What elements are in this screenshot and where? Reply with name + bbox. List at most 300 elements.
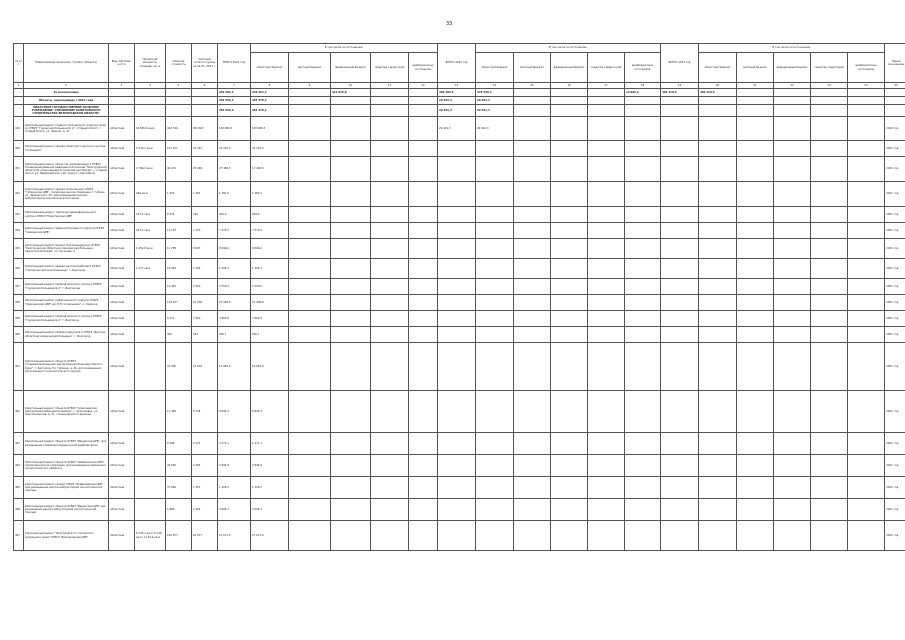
cell-col3	[109, 89, 135, 97]
column-number: 19	[661, 83, 699, 89]
row-number: 465	[14, 477, 24, 499]
cell-col23	[811, 141, 848, 157]
cell-col15	[514, 259, 551, 279]
cell-col16	[551, 295, 588, 311]
cell-col15	[514, 157, 551, 182]
cell-col9	[289, 259, 331, 279]
estimated-cost: 37 806	[166, 477, 192, 499]
cell-col11	[371, 343, 409, 391]
ownership-type: областная	[109, 343, 135, 391]
cell-col22	[774, 117, 811, 141]
row-number: 462	[14, 391, 24, 433]
cell-col23	[811, 521, 848, 551]
estimated-cost: 47 936	[166, 343, 192, 391]
object-name: Капитальный ремонт административного корпуса ОГБУЗ "Чернянская ЦРБ"	[24, 223, 109, 239]
column-number: 12	[409, 83, 438, 89]
cell-col9	[289, 455, 331, 477]
cell-col21	[737, 477, 774, 499]
cell-col24	[848, 97, 885, 105]
ownership-type: областная	[109, 327, 135, 343]
cell-col20	[699, 311, 737, 327]
table-row	[14, 477, 905, 499]
cell-col10	[331, 455, 371, 477]
cell-col24	[848, 223, 885, 239]
object-name: Капитальный ремонт здания поликлиники ОГБУЗ "Губкинская ЦРБ", поликлиническое отделение г. Губкин, ул. Чайковского, 25, для размещения центра амбулаторной онкологической помощи	[24, 182, 109, 207]
h-col13: ВСЕГО 2022 год	[438, 44, 476, 83]
cell-col10	[331, 391, 371, 433]
h-col23: средства территорий	[811, 53, 848, 83]
cell-col10	[331, 477, 371, 499]
remaining-cost: 8 097	[192, 239, 218, 259]
object-name: Капитальный ремонт здания областного детского центра "Солнышко"	[24, 141, 109, 157]
cell-col11	[371, 311, 409, 327]
h-col8: областной бюджет	[251, 53, 289, 83]
ownership-type: областная	[109, 499, 135, 521]
column-number: 24	[848, 83, 885, 89]
cell-col21	[737, 521, 774, 551]
cell-col24	[848, 477, 885, 499]
cell-col18	[625, 105, 661, 117]
remaining-cost: 8 145	[192, 391, 218, 433]
cell-col15	[514, 391, 551, 433]
h-group-2021: В том числе по источникам:	[251, 44, 438, 53]
row-number: 460	[14, 327, 24, 343]
estimated-cost: 8 568	[166, 433, 192, 455]
cell-col11	[371, 97, 409, 105]
estimated-cost: 149 437	[166, 295, 192, 311]
h-col18: внебюджетных источников	[625, 53, 661, 83]
cell-col9	[289, 391, 331, 433]
completion-period: 2021 год	[885, 279, 905, 295]
cell-col8: 8 096,6	[251, 239, 289, 259]
cell-col17	[588, 455, 625, 477]
completion-period: 2021 год	[885, 311, 905, 327]
cell-col20	[699, 141, 737, 157]
cell-col10	[331, 157, 371, 182]
cell-col20	[699, 521, 737, 551]
cell-col13	[438, 311, 476, 327]
cell-col18	[625, 223, 661, 239]
cell-col25	[885, 97, 905, 105]
cell-col4	[135, 105, 166, 117]
cell-col11	[371, 455, 409, 477]
cell-col20	[699, 499, 737, 521]
completion-period: 2021 год	[885, 239, 905, 259]
column-number: 20	[699, 83, 737, 89]
completion-period: 2021 год	[885, 182, 905, 207]
cell-col10	[331, 207, 371, 223]
column-number: 23	[811, 83, 848, 89]
capacity: 8 745,3 кв.м; 8 728 кв.м; 1 124,4 кв.м	[135, 521, 166, 551]
cell-col13: 29 491,3	[438, 105, 476, 117]
cell-col20	[699, 343, 737, 391]
ownership-type: областная	[109, 207, 135, 223]
h-col17: средства террито-рий	[588, 53, 625, 83]
completion-period: 2021 год	[885, 157, 905, 182]
cell-col11	[371, 223, 409, 239]
row-number: 458	[14, 295, 24, 311]
remaining-cost: 34 407	[192, 141, 218, 157]
capacity: 1 277 кв.м	[135, 259, 166, 279]
cell-col5	[166, 97, 192, 105]
cell-col18	[625, 207, 661, 223]
cell-col17	[588, 207, 625, 223]
table-row	[14, 259, 905, 279]
cell-col9	[289, 105, 331, 117]
cell-col24	[848, 391, 885, 433]
cell-col19	[661, 97, 699, 105]
cell-col17	[588, 327, 625, 343]
cell-col7: 2 271,1	[218, 433, 251, 455]
completion-period: 2021 год	[885, 259, 905, 279]
cell-col7: 464 556,2	[218, 97, 251, 105]
cell-col20	[699, 295, 737, 311]
cell-col15	[514, 207, 551, 223]
estimated-cost: 10 903	[166, 259, 192, 279]
cell-col9	[289, 477, 331, 499]
cell-col17	[588, 157, 625, 182]
remaining-cost: 302 663	[192, 117, 218, 141]
cell-col12	[409, 295, 438, 311]
object-name: Капитальный ремонт здания под процедурную ОГБУЗ "Белгородская областная клиническая больница Святителя Иоасафа" ул. Пугачева, 5	[24, 239, 109, 259]
cell-col24	[848, 259, 885, 279]
cell-col10	[331, 223, 371, 239]
cell-col7: 3 004,3	[218, 499, 251, 521]
cell-col22	[774, 477, 811, 499]
cell-col20	[699, 259, 737, 279]
cell-col19	[661, 207, 699, 223]
cell-col16	[551, 157, 588, 182]
capacity	[135, 433, 166, 455]
cell-col7: 2 550,0	[218, 279, 251, 295]
cell-col3	[109, 105, 135, 117]
cell-col13	[438, 141, 476, 157]
cell-col14: 478 440,4	[476, 89, 514, 97]
cell-col7: 7 862,8	[218, 311, 251, 327]
ownership-type: областная	[109, 239, 135, 259]
cell-col7: 8 845,4	[218, 391, 251, 433]
h-col24: внебюджетных источников	[848, 53, 885, 83]
cell-col13	[438, 207, 476, 223]
cell-col8: 464 378,2	[251, 105, 289, 117]
cell-col21	[737, 207, 774, 223]
cell-col16	[551, 207, 588, 223]
cell-col4	[135, 97, 166, 105]
cell-col14: 29 491,3	[476, 105, 514, 117]
cell-col21	[737, 117, 774, 141]
cell-col11	[371, 279, 409, 295]
object-name: Капитальный ремонт "Белгородского городского родильного дома" ОГБУЗ "Белгородская ЦРБ"	[24, 521, 109, 551]
cell-col20	[699, 207, 737, 223]
cell-col9	[289, 223, 331, 239]
table-row	[14, 223, 905, 239]
cell-col7: 27 071,0	[218, 521, 251, 551]
cell-col15	[514, 279, 551, 295]
column-number: 2	[24, 83, 109, 89]
cell-col21	[737, 295, 774, 311]
cell-col23	[811, 239, 848, 259]
capacity	[135, 295, 166, 311]
remaining-cost: 1 327	[192, 477, 218, 499]
cell-col19	[661, 455, 699, 477]
cell-col8: 27 308,8	[251, 295, 289, 311]
cell-col7: 394,0	[218, 207, 251, 223]
estimated-cost: 10 425	[166, 279, 192, 295]
cell-col12	[409, 311, 438, 327]
cell-col12	[409, 455, 438, 477]
row-number: 459	[14, 311, 24, 327]
h-group-2023: В том числе по источникам:	[699, 44, 885, 53]
remaining-cost: 2 482	[192, 455, 218, 477]
capacity	[135, 391, 166, 433]
cell-col23	[811, 391, 848, 433]
column-number: 8	[251, 83, 289, 89]
estimated-cost: 9 713	[166, 311, 192, 327]
estimated-cost: 107 671	[166, 141, 192, 157]
cell-col14	[476, 327, 514, 343]
h-col10: федеральный бюджет	[331, 53, 371, 83]
cell-col21	[737, 391, 774, 433]
cell-col15	[514, 433, 551, 455]
cell-col19	[661, 141, 699, 157]
column-number: 21	[737, 83, 774, 89]
estimated-cost: 5 866	[166, 499, 192, 521]
cell-col23	[811, 97, 848, 105]
cell-col16	[551, 97, 588, 105]
cell-col24	[848, 311, 885, 327]
cell-col16	[551, 279, 588, 295]
column-number: 16	[551, 83, 588, 89]
cell-col23	[811, 279, 848, 295]
remaining-cost: 12 639	[192, 343, 218, 391]
cell-col10	[331, 499, 371, 521]
column-number: 14	[476, 83, 514, 89]
cell-col14	[476, 141, 514, 157]
cell-col13	[438, 391, 476, 433]
ownership-type: областная	[109, 311, 135, 327]
capacity: 434,2 кв.м	[135, 223, 166, 239]
cell-col17	[588, 433, 625, 455]
capacity	[135, 499, 166, 521]
summary-row	[14, 89, 905, 97]
ownership-type: областная	[109, 295, 135, 311]
row-number	[14, 89, 24, 97]
cell-col16	[551, 223, 588, 239]
cell-col10	[331, 433, 371, 455]
cell-col11	[371, 391, 409, 433]
capacity	[135, 311, 166, 327]
column-number: 11	[371, 83, 409, 89]
cell-col23	[811, 105, 848, 117]
cell-col15	[514, 343, 551, 391]
cell-col15	[514, 327, 551, 343]
row-number: 456	[14, 259, 24, 279]
cell-col17	[588, 311, 625, 327]
h-col20: областной бюджет	[699, 53, 737, 83]
cell-col11	[371, 259, 409, 279]
cell-col20	[699, 239, 737, 259]
cell-col12	[409, 141, 438, 157]
row-number: 454	[14, 223, 24, 239]
cell-col22	[774, 279, 811, 295]
cell-col15	[514, 239, 551, 259]
cell-col20	[699, 477, 737, 499]
cell-col21	[737, 259, 774, 279]
column-number: 13	[438, 83, 476, 89]
cell-col22	[774, 391, 811, 433]
object-name: Капитальный ремонт объекта ОГБУЗ "Ивнянская ЦРБ" для размещения центра амбулаторной онкологической помощи	[24, 499, 109, 521]
row-number	[14, 105, 24, 117]
cell-col18	[625, 521, 661, 551]
cell-col12	[409, 157, 438, 182]
cell-col8: 3 004,3	[251, 499, 289, 521]
completion-period: 2021 год	[885, 295, 905, 311]
cell-col19	[661, 279, 699, 295]
cell-col18	[625, 182, 661, 207]
cell-col23	[811, 117, 848, 141]
capacity	[135, 455, 166, 477]
cell-col23	[811, 343, 848, 391]
cell-col20	[699, 455, 737, 477]
object-name: Капитальный ремонт кровли ОГБУЗ "Вейделевская ЦРБ" для размещения центра амбулаторной онкологической помощи	[24, 477, 109, 499]
cell-col17	[588, 295, 625, 311]
cell-col15	[514, 499, 551, 521]
cell-col24	[848, 499, 885, 521]
cell-col13	[438, 279, 476, 295]
cell-col21	[737, 157, 774, 182]
cell-col12	[409, 391, 438, 433]
cell-col20	[699, 433, 737, 455]
cell-col19	[661, 117, 699, 141]
budget-table	[13, 43, 905, 551]
table-row	[14, 182, 905, 207]
cell-col16	[551, 105, 588, 117]
cell-col13	[438, 327, 476, 343]
cell-col11	[371, 327, 409, 343]
cell-col13: 29 491,3	[438, 97, 476, 105]
cell-col24	[848, 327, 885, 343]
cell-col21	[737, 455, 774, 477]
cell-col10	[331, 295, 371, 311]
cell-col14	[476, 391, 514, 433]
cell-col14	[476, 207, 514, 223]
cell-col21	[737, 311, 774, 327]
cell-col9	[289, 207, 331, 223]
cell-col17	[588, 279, 625, 295]
cell-col13	[438, 521, 476, 551]
cell-col12	[409, 343, 438, 391]
cell-col19	[661, 105, 699, 117]
cell-col23	[811, 433, 848, 455]
cell-col22	[774, 157, 811, 182]
table-row	[14, 279, 905, 295]
summary-row	[14, 97, 905, 105]
column-number: 10	[331, 83, 371, 89]
column-number: 18	[625, 83, 661, 89]
cell-col11	[371, 157, 409, 182]
cell-col20	[699, 223, 737, 239]
cell-col17	[588, 105, 625, 117]
cell-col4	[135, 89, 166, 97]
cell-col12	[409, 223, 438, 239]
cell-col7: 464 556,2	[218, 105, 251, 117]
cell-col11	[371, 521, 409, 551]
cell-col22	[774, 455, 811, 477]
cell-col22	[774, 343, 811, 391]
cell-col12	[409, 279, 438, 295]
cell-col19	[661, 391, 699, 433]
cell-col18	[625, 117, 661, 141]
h-col25: Перед окончанием	[885, 44, 905, 83]
capacity	[135, 343, 166, 391]
cell-col8: 346,7	[251, 327, 289, 343]
cell-col21	[737, 279, 774, 295]
completion-period: 2021 год	[885, 223, 905, 239]
completion-period: 2021 год	[885, 391, 905, 433]
object-name: Капитальный ремонт объектов, размещенных в ОГБУЗ специализированной медицинской помощи "Белгородский областной кожно-венерологический диспансер", г. Старый Оскол, ул. Первомайская, 100, корпус с бассейном	[24, 157, 109, 182]
table-row	[14, 157, 905, 182]
cell-col14	[476, 455, 514, 477]
cell-col7: 1 326,5	[218, 477, 251, 499]
cell-col9	[289, 499, 331, 521]
cell-col24	[848, 295, 885, 311]
ownership-type: областная	[109, 157, 135, 182]
cell-col15	[514, 117, 551, 141]
cell-col11	[371, 141, 409, 157]
ownership-type: областная	[109, 259, 135, 279]
cell-col11	[371, 89, 409, 97]
cell-col5	[166, 89, 192, 97]
cell-col20: 362 419,5	[699, 89, 737, 97]
cell-col23	[811, 295, 848, 311]
summary-row	[14, 105, 905, 117]
cell-col23	[811, 89, 848, 97]
cell-col24	[848, 279, 885, 295]
h-col7: ВСЕГО 2021 год	[218, 44, 251, 83]
cell-col23	[811, 207, 848, 223]
cell-col24	[848, 105, 885, 117]
table-row	[14, 327, 905, 343]
cell-col21	[737, 141, 774, 157]
cell-col9	[289, 521, 331, 551]
cell-col13	[438, 259, 476, 279]
capacity	[135, 279, 166, 295]
cell-col25	[885, 89, 905, 97]
completion-period: 2021 год	[885, 499, 905, 521]
remaining-cost: 61 077	[192, 521, 218, 551]
h-col19: ВСЕГО 2023 год	[661, 44, 699, 83]
completion-period: 2021 год	[885, 477, 905, 499]
object-name: Капитальный ремонт кровли корпуса № 2 ОГБУЗ "Детская областная клиническая больница", г. Белгород	[24, 327, 109, 343]
ownership-type: областная	[109, 455, 135, 477]
cell-col22	[774, 433, 811, 455]
cell-col11	[371, 433, 409, 455]
cell-col11	[371, 207, 409, 223]
cell-col19	[661, 327, 699, 343]
cell-col20	[699, 327, 737, 343]
cell-col24	[848, 117, 885, 141]
table-row	[14, 141, 905, 157]
cell-col15	[514, 521, 551, 551]
remaining-cost: 1 481	[192, 182, 218, 207]
cell-col22	[774, 239, 811, 259]
cell-col13	[438, 239, 476, 259]
cell-col13	[438, 455, 476, 477]
cell-col14	[476, 223, 514, 239]
cell-col7: 27 308,8	[218, 295, 251, 311]
cell-col17	[588, 223, 625, 239]
cell-col22	[774, 207, 811, 223]
